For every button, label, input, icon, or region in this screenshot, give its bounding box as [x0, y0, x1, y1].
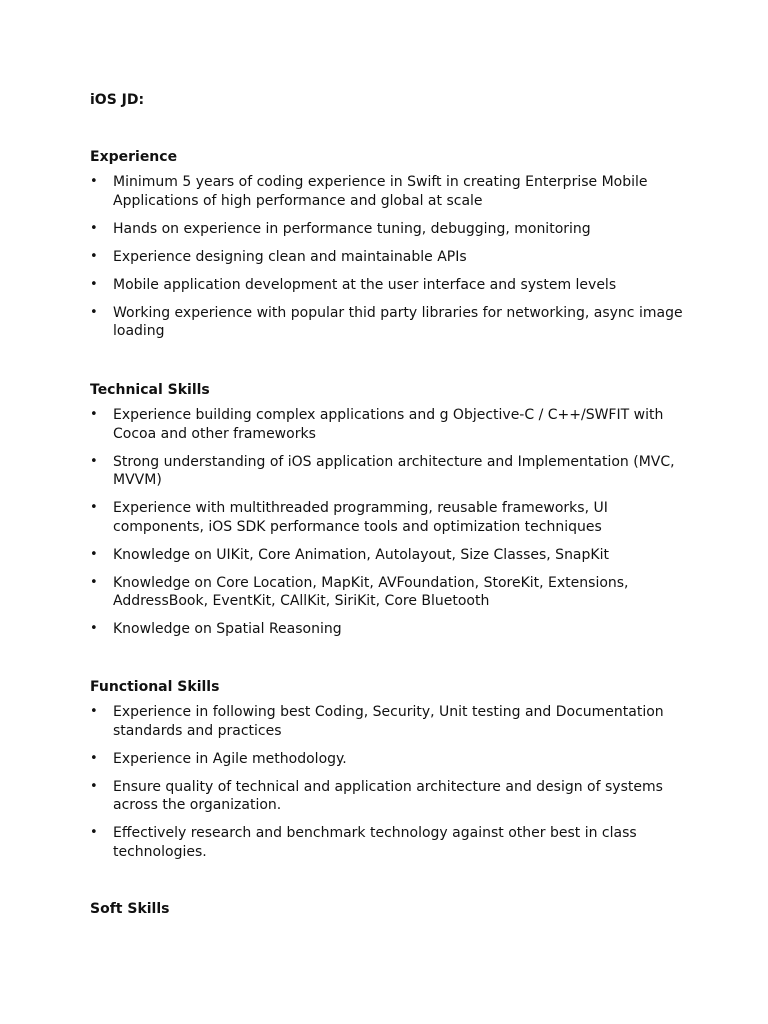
bullet-icon: •	[90, 574, 98, 590]
section-technical-skills	[90, 380, 690, 648]
list-item: • Strong understanding of iOS application architecture and Implementation (MVC, MVVM)	[90, 453, 675, 488]
list-item: • Experience in Agile methodology.	[90, 750, 347, 767]
bullet-icon: •	[90, 621, 98, 636]
list-item: • Effectively research and benchmark technology against other best in class technologies.	[90, 825, 637, 860]
document-title: iOS JD:	[90, 92, 145, 108]
list-item: • Minimum 5 years of coding experience in Swift in creating Enterprise Mobile Applications of high performance and global at scale	[90, 174, 648, 209]
list-item: • Knowledge on UIKit, Core Animation, Autolayout, Size Classes, SnapKit	[90, 546, 609, 563]
bullet-icon: •	[90, 825, 98, 840]
section-heading: Experience	[90, 149, 178, 165]
section-heading: Soft Skills	[90, 901, 170, 917]
bullet-list	[90, 406, 690, 639]
bullet-list	[90, 703, 690, 861]
list-item: • Experience designing clean and maintainable APIs	[90, 248, 467, 265]
list-item: • Experience building complex applications and g Objective-C / C++/SWFIT with Cocoa and other frameworks	[90, 407, 664, 442]
section-heading: Functional Skills	[90, 679, 220, 695]
bullet-list	[90, 173, 690, 341]
list-item: • Mobile application development at the user interface and system levels	[90, 276, 617, 293]
bullet-icon: •	[90, 778, 98, 794]
bullet-icon: •	[90, 500, 98, 515]
bullet-icon: •	[90, 407, 98, 422]
bullet-icon: •	[90, 750, 98, 766]
section-heading: Technical Skills	[90, 382, 210, 398]
bullet-icon: •	[90, 174, 98, 189]
list-item: • Knowledge on Spatial Reasoning	[90, 621, 342, 637]
document-page	[90, 90, 690, 917]
list-item: • Knowledge on Core Location, MapKit, AVFoundation, StoreKit, Extensions, AddressBook, EventKit, CAllKit, SiriKit, Core Bluetooth	[90, 574, 629, 609]
bullet-icon: •	[90, 276, 98, 292]
bullet-icon: •	[90, 453, 98, 469]
list-item: • Experience with multithreaded programming, reusable frameworks, UI components, iOS SDK performance tools and optimization techniques	[90, 500, 608, 535]
list-item: • Working experience with popular thid party libraries for networking, async image loading	[90, 304, 683, 339]
section-soft-skills	[90, 899, 690, 919]
section-functional-skills	[90, 677, 690, 871]
bullet-icon: •	[90, 304, 98, 320]
bullet-icon: •	[90, 248, 98, 264]
list-item: • Hands on experience in performance tuning, debugging, monitoring	[90, 220, 591, 237]
bullet-icon: •	[90, 220, 98, 236]
bullet-icon: •	[90, 704, 98, 719]
section-experience	[90, 147, 690, 350]
bullet-icon: •	[90, 546, 98, 562]
list-item: • Experience in following best Coding, Security, Unit testing and Documentation standards and practices	[90, 704, 664, 739]
list-item: • Ensure quality of technical and application architecture and design of systems across the organization.	[90, 778, 663, 813]
